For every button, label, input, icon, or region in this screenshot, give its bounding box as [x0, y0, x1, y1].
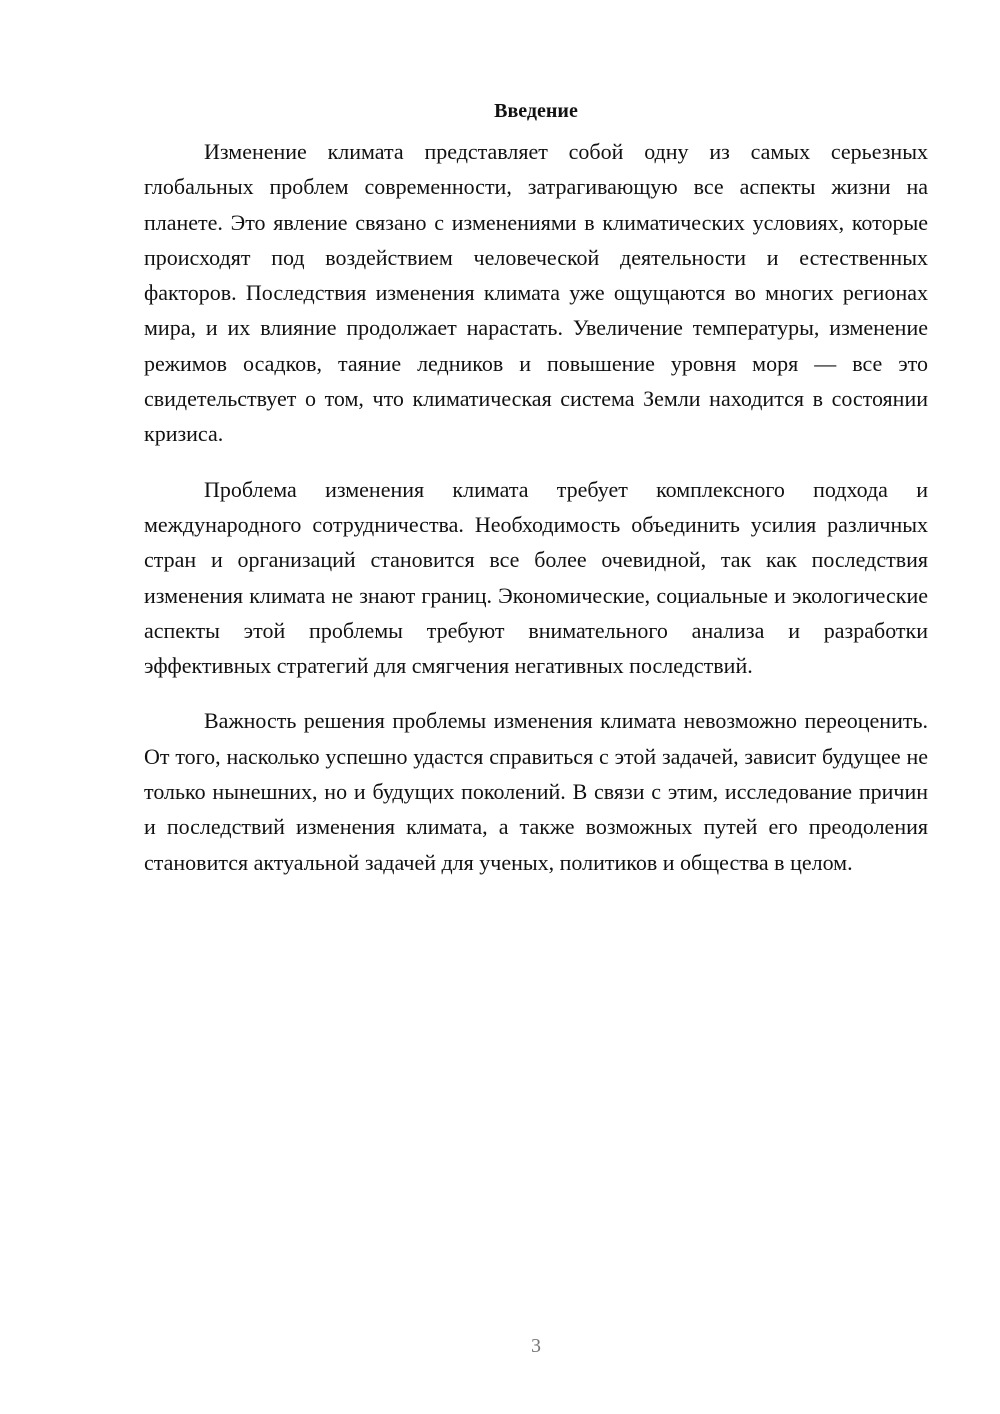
- page-content: [144, 96, 928, 880]
- paragraph-1: Изменение климата представляет собой одну из самых серьезных глобальных проблем современности, затрагивающую все аспекты жизни на планете. Это явление связано с изменениями в климатических условиях, которые происходят под воздействием человеческой деятельности и естественных факторов. Последствия изменения климата уже ощущаются во многих регионах мира, и их влияние продолжает нарастать. Увеличение температуры, изменение режимов осадков, таяние ледников и повышение уровня моря — все это свидетельствует о том, что климатическая система Земли находится в состоянии кризиса.: [144, 139, 928, 447]
- page-number: 3: [531, 1335, 541, 1357]
- section-title: Введение: [494, 100, 578, 122]
- paragraph-3: Важность решения проблемы изменения климата невозможно переоценить. От того, насколько успешно удастся справиться с этой задачей, зависит будущее не только нынешних, но и будущих поколений. В связи с этим, исследование причин и последствий изменения климата, а также возможных путей его преодоления становится актуальной задачей для ученых, политиков и общества в целом.: [144, 708, 928, 875]
- paragraph-2: Проблема изменения климата требует комплексного подхода и международного сотрудничества. Необходимость объединить усилия различных стран и организаций становится все более очевидной, так как последствия изменения климата не знают границ. Экономические, социальные и экологические аспекты этой проблемы требуют внимательного анализа и разработки эффективных стратегий для смягчения негативных последствий.: [144, 476, 928, 679]
